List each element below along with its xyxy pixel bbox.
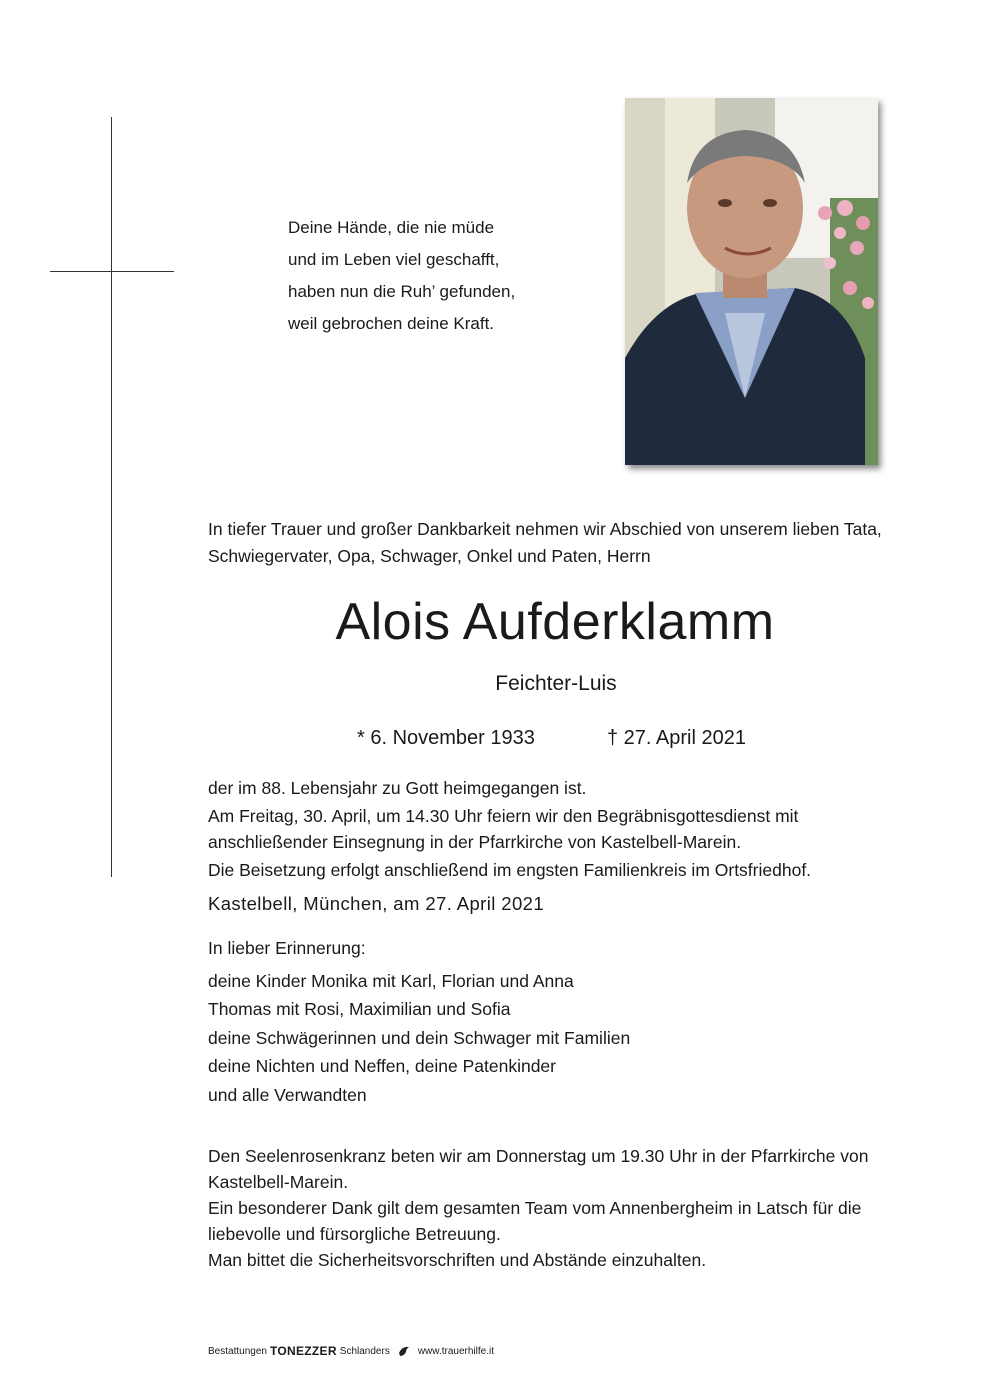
deceased-name: Alois Aufderklamm: [335, 593, 775, 651]
poem: [288, 212, 515, 340]
announcement-body: [208, 775, 908, 885]
body-paragraph: der im 88. Lebensjahr zu Gott heimgegangen ist.: [208, 778, 587, 798]
funeral-home-footer: [208, 1344, 494, 1358]
poem-line: Deine Hände, die nie müde: [288, 218, 495, 237]
mourner-line: deine Nichten und Neffen, deine Patenkinder: [208, 1056, 556, 1076]
mourner-line: Thomas mit Rosi, Maximilian und Sofia: [208, 999, 511, 1019]
dove-icon: [397, 1344, 411, 1358]
closing-paragraph: Ein besonderer Dank gilt dem gesamten Team vom Annenbergheim in Latsch für die liebevolle und fürsorgliche Betreuung.: [208, 1198, 862, 1244]
cross-vertical-line: [111, 117, 112, 877]
poem-line: weil gebrochen deine Kraft.: [288, 314, 495, 333]
footer-prefix: Bestattungen: [208, 1345, 267, 1357]
birth-date: * 6. November 1933: [357, 727, 535, 749]
poem-line: und im Leben viel geschafft,: [288, 250, 500, 269]
mourners-heading: In lieber Erinnerung:: [208, 938, 366, 958]
closing-paragraph: Den Seelenrosenkranz beten wir am Donnerstag um 19.30 Uhr in der Pfarrkirche von Kastelbell-Marein.: [208, 1146, 869, 1192]
closing-notes: [208, 1143, 908, 1273]
mourner-line: deine Schwägerinnen und dein Schwager mit Familien: [208, 1027, 631, 1048]
mourners-list: [208, 934, 630, 1109]
mourner-line: und alle Verwandten: [208, 1084, 367, 1105]
place-date: Kastelbell, München, am 27. April 2021: [208, 893, 545, 914]
cross-horizontal-line: [50, 271, 174, 272]
footer-town: Schlanders: [339, 1345, 390, 1357]
mourner-line: deine Kinder Monika mit Karl, Florian und Anna: [208, 970, 574, 991]
footer-brand: TONEZZER: [269, 1344, 337, 1358]
death-date: † 27. April 2021: [607, 727, 746, 749]
body-paragraph: Die Beisetzung erfolgt anschließend im engsten Familienkreis im Ortsfriedhof.: [208, 860, 812, 880]
body-paragraph: Am Freitag, 30. April, um 14.30 Uhr feiern wir den Begräbnisgottesdienst mit anschließender Einsegnung in der Pfarrkirche von Kastelbell-Marein.: [208, 806, 799, 852]
poem-line: haben nun die Ruh’ gefunden,: [288, 282, 516, 301]
footer-url[interactable]: www.trauerhilfe.it: [417, 1345, 494, 1357]
deceased-nickname: Feichter-Luis: [495, 672, 617, 695]
portrait-photo: [625, 98, 878, 465]
intro-text: In tiefer Trauer und großer Dankbarkeit nehmen wir Abschied von unserem lieben Tata, Schwiegervater, Opa, Schwager, Onkel und Paten, Herrn: [208, 519, 882, 566]
closing-paragraph: Man bittet die Sicherheitsvorschriften und Abstände einzuhalten.: [208, 1250, 707, 1270]
portrait-illustration: [625, 98, 878, 465]
